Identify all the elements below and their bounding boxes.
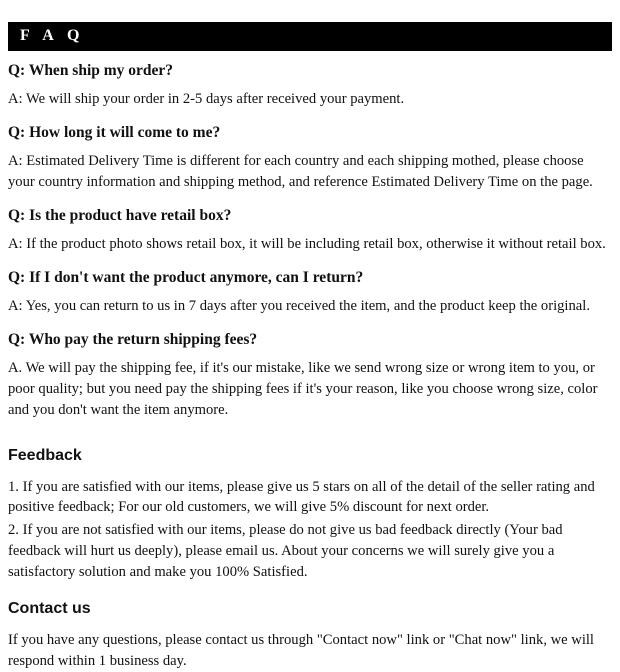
faq-answer: A. We will pay the shipping fee, if it's our mistake, like we send wrong size or wrong item to you, or poor quality; but you need pay the shipping fees if it's your reason, like you choose wrong size, color and you don't want the item anymore. (8, 360, 598, 418)
faq-answer: A: If the product photo shows retail box, it will be including retail box, otherwise it without retail box. (8, 236, 606, 253)
faq-item (8, 268, 612, 317)
faq-title: F A Q (20, 27, 85, 44)
faq-item (8, 123, 612, 193)
feedback-point-1: 1. If you are satisfied with our items, please give us 5 stars on all of the detail of the seller rating and positive feedback; For our old customers, we will give 5% discount for next order. (8, 478, 595, 516)
faq-page (0, 22, 620, 672)
faq-item (8, 61, 612, 110)
faq-question: Q: How long it will come to me? (8, 124, 221, 142)
feedback-heading: Feedback (8, 446, 82, 464)
contact-body: If you have any questions, please contact us through "Contact now" link or "Chat now" link, we will respond within 1 business day. (8, 632, 594, 669)
faq-answer: A: Yes, you can return to us in 7 days after you received the item, and the product keep the original. (8, 298, 590, 315)
faq-header-bar (8, 22, 612, 51)
contact-heading: Contact us (8, 600, 91, 618)
faq-answer: A: Estimated Delivery Time is different for each country and each shipping mothed, please choose your country information and shipping method, and reference Estimated Delivery Time on the page. (8, 153, 593, 191)
faq-question: Q: When ship my order? (8, 62, 174, 79)
faq-question: Q: Who pay the return shipping fees? (8, 331, 258, 349)
faq-answer: A: We will ship your order in 2-5 days after received your payment. (8, 91, 405, 108)
faq-item (8, 206, 612, 255)
faq-item (8, 330, 612, 421)
faq-question: Q: Is the product have retail box? (8, 206, 232, 224)
faq-question: Q: If I don't want the product anymore, can I return? (8, 269, 364, 286)
feedback-point-2: 2. If you are not satisfied with our items, please do not give us bad feedback directly (Your bad feedback will hurt us deeply), please email us. About your concerns we will surely give you a satisfactory solution and make you 100% Satisfied. (8, 522, 563, 580)
